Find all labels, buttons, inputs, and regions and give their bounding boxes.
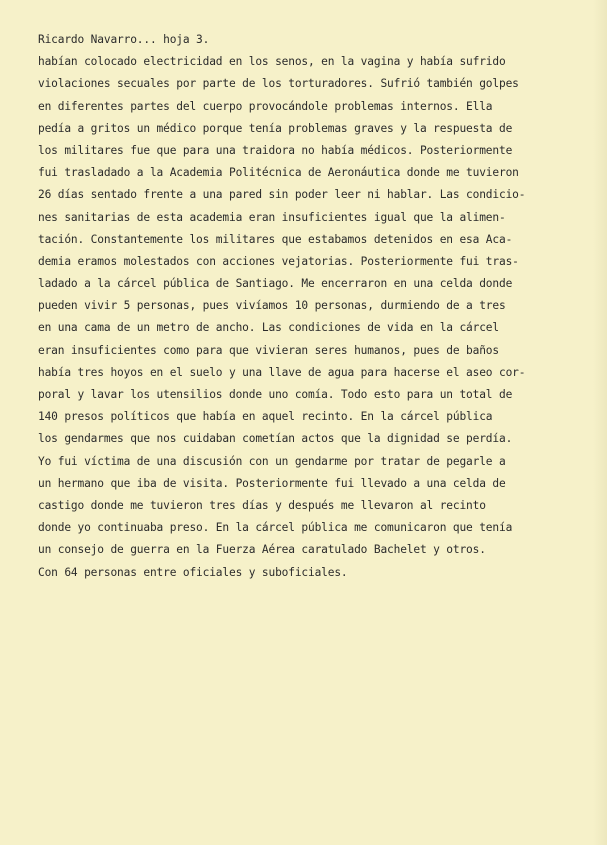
- text-line: en una cama de un metro de ancho. Las condiciones de vida en la cárcel: [38, 321, 499, 335]
- text-line: Con 64 personas entre oficiales y suboficiales.: [38, 565, 348, 579]
- text-line: eran insuficientes como para que vivieran seres humanos, pues de baños: [38, 343, 499, 357]
- text-line: fui trasladado a la Academia Politécnica de Aeronáutica donde me tuvieron: [38, 166, 519, 180]
- text-line: habían colocado electricidad en los senos, en la vagina y había sufrido: [38, 55, 506, 69]
- text-line: poral y lavar los utensilios donde uno comía. Todo esto para un total de: [38, 388, 513, 401]
- text-line: castigo donde me tuvieron tres días y después me llevaron al recinto: [38, 498, 486, 512]
- text-line: en diferentes partes del cuerpo provocándole problemas internos. Ella: [38, 99, 493, 113]
- text-line: un hermano que iba de visita. Posteriormente fui llevado a una celda de: [38, 476, 506, 490]
- text-line: Yo fui víctima de una discusión con un gendarme por tratar de pegarle a: [38, 454, 506, 468]
- text-line: pueden vivir 5 personas, pues vivíamos 10 personas, durmiendo de a tres: [38, 299, 506, 313]
- page-header: Ricardo Navarro... hoja 3.: [38, 33, 210, 46]
- text-line: pedía a gritos un médico porque tenía problemas graves y la respuesta de: [38, 121, 513, 135]
- text-line: los militares fue que para una traidora no había médicos. Posteriormente: [38, 143, 513, 157]
- text-line: violaciones secuales por parte de los torturadores. Sufrió también golpes: [38, 77, 519, 91]
- text-line: tación. Constantemente los militares que estabamos detenidos en esa Aca-: [38, 232, 513, 246]
- text-line: 26 días sentado frente a una pared sin poder leer ni hablar. Las condicio-: [38, 188, 526, 202]
- page-edge-shadow: [593, 0, 607, 845]
- text-line: 140 presos políticos que había en aquel recinto. En la cárcel pública: [38, 410, 493, 424]
- text-line: ladado a la cárcel pública de Santiago. Me encerraron en una celda donde: [38, 277, 513, 291]
- text-line: había tres hoyos en el suelo y una llave de agua para hacerse el aseo cor-: [38, 365, 526, 379]
- text-line: donde yo continuaba preso. En la cárcel pública me comunicaron que tenía: [38, 521, 513, 535]
- text-line: nes sanitarias de esta academia eran insuficientes igual que la alimen-: [38, 210, 506, 224]
- page-body: [38, 29, 578, 584]
- text-line: los gendarmes que nos cuidaban cometían actos que la dignidad se perdía.: [38, 432, 513, 446]
- text-line: demia eramos molestados con acciones vejatorias. Posteriormente fui tras-: [38, 254, 519, 268]
- text-line: un consejo de guerra en la Fuerza Aérea caratulado Bachelet y otros.: [38, 543, 486, 557]
